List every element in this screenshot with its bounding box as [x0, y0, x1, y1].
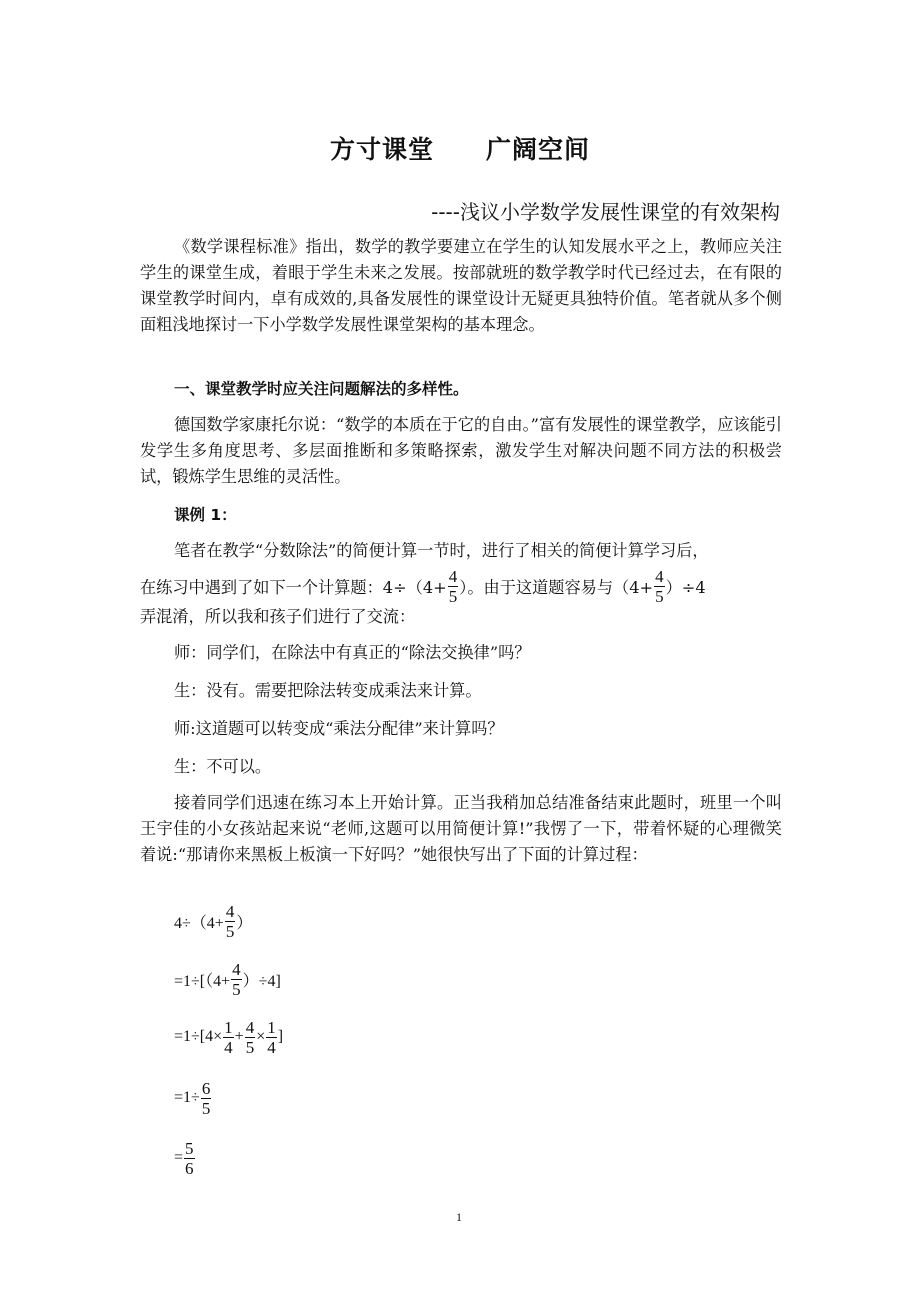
fraction-numerator: 1 — [267, 1017, 276, 1037]
dialogue-line: 生：不可以。 — [174, 757, 272, 776]
fraction-denominator: 5 — [232, 979, 241, 999]
example-label: 课例 1： — [174, 506, 237, 524]
fraction-numerator: 5 — [185, 1138, 194, 1158]
step-text: + — [234, 1028, 244, 1045]
calc-step-1 — [174, 895, 252, 947]
dialogue-line: 师:这道题可以转变成“乘法分配律”来计算吗？ — [174, 719, 504, 738]
dialogue-line: 生：没有。需要把除法转变成乘法来计算。 — [174, 681, 482, 700]
fraction-denominator: 5 — [655, 586, 664, 606]
calc-step-3 — [174, 1011, 283, 1063]
calc-step-4 — [174, 1072, 212, 1124]
section-paragraph: 德国数学家康托尔说：“数学的本质在于它的自由。”富有发展性的课堂教学，应该能引发学生多角度思考、多层面推断和多策略探索，激发学生对解决问题不同方法的积极尝试，锻炼学生思维的灵活性。 — [140, 415, 782, 486]
fraction-numerator: 4 — [655, 566, 664, 586]
fraction — [225, 902, 236, 941]
step-text: =1÷[4× — [174, 1028, 223, 1045]
story-paragraph: 接着同学们迅速在练习本上开始计算。正当我稍加总结准备结束此题时，班里一个叫王宇佳的小女孩站起来说“老师,这题可以用简便计算!”我愣了一下，带着怀疑的心理微笑着说:“那请你来黑板上板演一下好吗？”她很快写出了下面的计算过程： — [140, 793, 782, 864]
step-text: 4÷（4+ — [174, 914, 224, 932]
fraction-denominator: 6 — [185, 1158, 194, 1178]
fraction-numerator: 1 — [224, 1017, 233, 1037]
text-segment: ）。由于这道题容易与（4+ — [459, 578, 654, 597]
fraction — [654, 567, 665, 606]
fraction-denominator: 5 — [448, 586, 458, 606]
calc-step-2 — [174, 953, 281, 1005]
fraction — [448, 567, 459, 606]
step-text: = — [174, 1149, 184, 1166]
section-heading: 一、课堂教学时应关注问题解法的多样性。 — [174, 380, 469, 398]
fraction — [266, 1018, 277, 1057]
fraction — [201, 1079, 212, 1118]
page-number: 1 — [456, 1210, 462, 1224]
step-text: ] — [277, 1028, 284, 1045]
fraction-numerator: 4 — [448, 566, 458, 586]
fraction — [223, 1018, 234, 1057]
step-text: × — [256, 1028, 266, 1045]
step-text: ）÷4] — [242, 972, 281, 990]
fraction — [245, 1018, 256, 1057]
document-subtitle: ----浅议小学数学发展性课堂的有效架构 — [431, 200, 780, 224]
fraction-numerator: 4 — [232, 959, 241, 979]
document-title: 方寸课堂 广阔空间 — [329, 135, 590, 164]
fraction-denominator: 4 — [224, 1037, 233, 1057]
fraction — [231, 960, 242, 999]
intro-paragraph: 《数学课程标准》指出，数学的教学要建立在学生的认知发展水平之上，教师应关注学生的课堂生成，着眼于学生未来之发展。按部就班的数学教学时代已经过去，在有限的课堂教学时间内，卓有成效的,具备发展性的课堂设计无疑更具独特价值。笔者就从多个侧面粗浅地探讨一下小学数学发展性课堂架构的基本理念。 — [140, 237, 782, 334]
example-paragraph-line1: 笔者在教学“分数除法”的简便计算一节时，进行了相关的简便计算学习后， — [174, 541, 709, 560]
step-text: ） — [236, 914, 253, 932]
dialogue-line: 师：同学们，在除法中有真正的“除法交换律”吗？ — [174, 643, 531, 662]
fraction-numerator: 4 — [225, 901, 235, 921]
fraction-denominator: 5 — [225, 921, 235, 941]
step-text: =1÷[（4+ — [174, 972, 231, 990]
step-text: =1÷ — [174, 1089, 200, 1106]
fraction-denominator: 5 — [201, 1098, 211, 1118]
example-paragraph-line3: 弄混淆，所以我和孩子们进行了交流： — [140, 607, 416, 626]
calc-step-5 — [174, 1132, 196, 1184]
fraction — [184, 1139, 195, 1178]
text-segment: ）÷4 — [665, 578, 706, 597]
text-segment: 在练习中遇到了如下一个计算题：4÷（4+ — [140, 578, 447, 597]
fraction-numerator: 4 — [245, 1017, 255, 1037]
fraction-denominator: 4 — [267, 1037, 276, 1057]
fraction-numerator: 6 — [201, 1078, 211, 1098]
fraction-denominator: 5 — [245, 1037, 255, 1057]
